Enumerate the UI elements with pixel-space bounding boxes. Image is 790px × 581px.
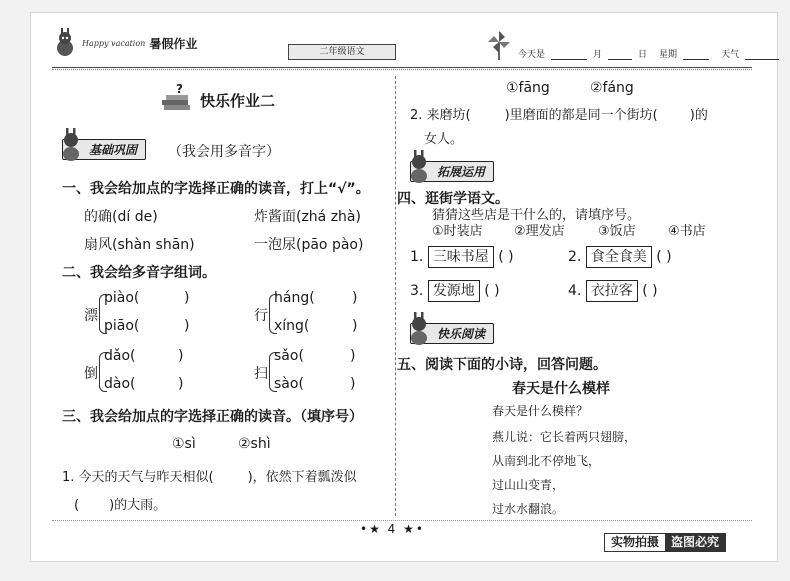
- sentence-part: )的: [689, 108, 708, 123]
- polyphone-char: 倒: [84, 366, 98, 382]
- close-paren: ): [352, 318, 358, 334]
- reading-2: dào(: [104, 376, 136, 392]
- shop-answer[interactable]: ( ): [656, 249, 672, 265]
- shop-answer[interactable]: ( ): [498, 249, 514, 265]
- q4-option-4: ④书店: [668, 224, 706, 239]
- question-3: 三、我会给加点的字选择正确的读音。（填序号）: [62, 409, 363, 425]
- section-tag-basics: [62, 138, 146, 160]
- day-blank[interactable]: [608, 50, 632, 60]
- close-paren: ): [178, 376, 184, 392]
- shop-number: 3.: [410, 283, 424, 299]
- q4-instruction: 猜猜这些店是干什么的，请填序号。: [432, 208, 641, 223]
- date-weather-label: 天气: [721, 50, 740, 60]
- sentence-part: 1. 今天的天气与昨天相似(: [62, 470, 214, 485]
- close-paren: ): [184, 290, 190, 306]
- section-tag-label: 拓展运用: [437, 164, 486, 179]
- shop-answer[interactable]: ( ): [484, 283, 500, 299]
- q1-item-1: 的确(dí de): [84, 209, 158, 225]
- shop-2: [568, 246, 672, 268]
- sentence-part: )里磨面的都是同一个街坊(: [504, 108, 658, 123]
- windmill-icon: [486, 30, 512, 60]
- mascot-icon: [405, 312, 433, 346]
- close-paren: ): [350, 348, 356, 364]
- shop-sign: 食全食美: [586, 246, 652, 268]
- q3-option-2: ②shì: [238, 436, 271, 452]
- section-tag-extend: [410, 160, 494, 182]
- reading-1: háng(: [274, 290, 315, 306]
- weather-blank[interactable]: [745, 50, 779, 60]
- q3-sentence-2: [410, 104, 708, 123]
- brand-title: 暑假作业: [149, 36, 198, 51]
- header-rule-dotted: [52, 69, 752, 70]
- reading-1: sǎo(: [274, 348, 304, 364]
- shop-answer[interactable]: ( ): [642, 283, 658, 299]
- date-day-label: 日: [638, 50, 648, 60]
- section-tag-reading: [410, 322, 494, 344]
- date-today-label: 今天是: [518, 50, 546, 60]
- shop-sign: 三味书屋: [428, 246, 494, 268]
- q1-item-2: 炸酱面(zhá zhà): [254, 209, 361, 225]
- section-tag-label: 基础巩固: [89, 142, 138, 157]
- shop-number: 1.: [410, 249, 424, 265]
- poem-line-5: 过水水翻浪。: [492, 502, 565, 516]
- q3-option-1-right: ①fāng: [506, 80, 550, 96]
- question-4: 四、逛街学语文。: [397, 191, 509, 207]
- header-rule: [52, 67, 752, 68]
- q4-option-2: ②理发店: [514, 224, 565, 239]
- reading-1: piào(: [104, 290, 140, 306]
- weekday-blank[interactable]: [683, 50, 709, 60]
- sentence-part: 2. 来磨坊(: [410, 108, 471, 123]
- shop-number: 2.: [568, 249, 582, 265]
- header-date-line: [486, 30, 779, 60]
- svg-text:?: ?: [176, 82, 183, 96]
- brand-script: Happy vacation: [82, 38, 146, 48]
- shop-number: 4.: [568, 283, 582, 299]
- poem-title: 春天是什么模样: [512, 381, 610, 397]
- sentence-part: (: [74, 498, 80, 513]
- shop-sign: 衣拉客: [586, 280, 638, 302]
- q4-option-3: ③饭店: [598, 224, 636, 239]
- poem-line-1: 春天是什么模样？: [492, 404, 589, 418]
- q3-sentence-1: [62, 466, 357, 485]
- question-5: 五、阅读下面的小诗，回答问题。: [397, 357, 607, 373]
- shop-1: [410, 246, 514, 268]
- close-paren: ): [184, 318, 190, 334]
- reading-2: sào(: [274, 376, 304, 392]
- footer-rule: [52, 520, 752, 521]
- page-number: •★ 4 ★•: [360, 522, 425, 536]
- stamp-text-a: 实物拍摄: [605, 534, 665, 551]
- q3-option-2-right: ②fáng: [590, 80, 634, 96]
- header-brand: [52, 28, 197, 58]
- question-2: 二、我会给多音字组词。: [62, 265, 216, 281]
- section-tag-label: 快乐阅读: [437, 326, 486, 341]
- grade-label: 二年级语文: [288, 44, 396, 60]
- date-weekday-label: 星期: [659, 50, 678, 60]
- shop-4: [568, 280, 658, 302]
- q3-option-1: ①sì: [172, 436, 196, 452]
- polyphone-char: 漂: [84, 308, 98, 324]
- page-title: 快乐作业二: [200, 92, 276, 110]
- poem-line-2: 燕儿说：它长着两只翅膀，: [492, 430, 637, 444]
- column-divider: [395, 76, 396, 516]
- reading-2: piāo(: [104, 318, 140, 334]
- stamp-text-b: 盗图必究: [665, 534, 725, 551]
- q3-sentence-1-cont: [74, 494, 166, 513]
- mascot-icon: [57, 128, 85, 162]
- reading-2: xíng(: [274, 318, 310, 334]
- q1-item-4: 一泡尿(pāo pào): [254, 237, 364, 253]
- question-1: 一、我会给加点的字选择正确的读音，打上“√”。: [62, 181, 370, 197]
- q1-item-3: 扇风(shàn shān): [84, 237, 195, 253]
- poem-line-4: 过山山变青，: [492, 478, 565, 492]
- date-month-label: 月: [593, 50, 603, 60]
- close-paren: ): [350, 376, 356, 392]
- shop-sign: 发源地: [428, 280, 480, 302]
- watermark-stamp: [604, 533, 726, 552]
- section-note: （我会用多音字）: [168, 144, 280, 160]
- polyphone-char: 行: [254, 308, 268, 324]
- sentence-part: )的大雨。: [109, 498, 167, 513]
- close-paren: ): [178, 348, 184, 364]
- poem-line-3: 从南到北不停地飞，: [492, 454, 601, 468]
- mascot-icon: [52, 28, 78, 58]
- month-blank[interactable]: [551, 50, 587, 60]
- close-paren: ): [352, 290, 358, 306]
- q3-sentence-2-cont: 女人。: [424, 132, 464, 147]
- mascot-icon: [405, 150, 433, 184]
- shop-3: [410, 280, 500, 302]
- books-question-icon: [160, 82, 194, 112]
- sentence-part: )，依然下着瓢泼似: [247, 470, 357, 485]
- polyphone-char: 扫: [254, 366, 268, 382]
- q4-option-1: ①时装店: [432, 224, 483, 239]
- reading-1: dǎo(: [104, 348, 136, 364]
